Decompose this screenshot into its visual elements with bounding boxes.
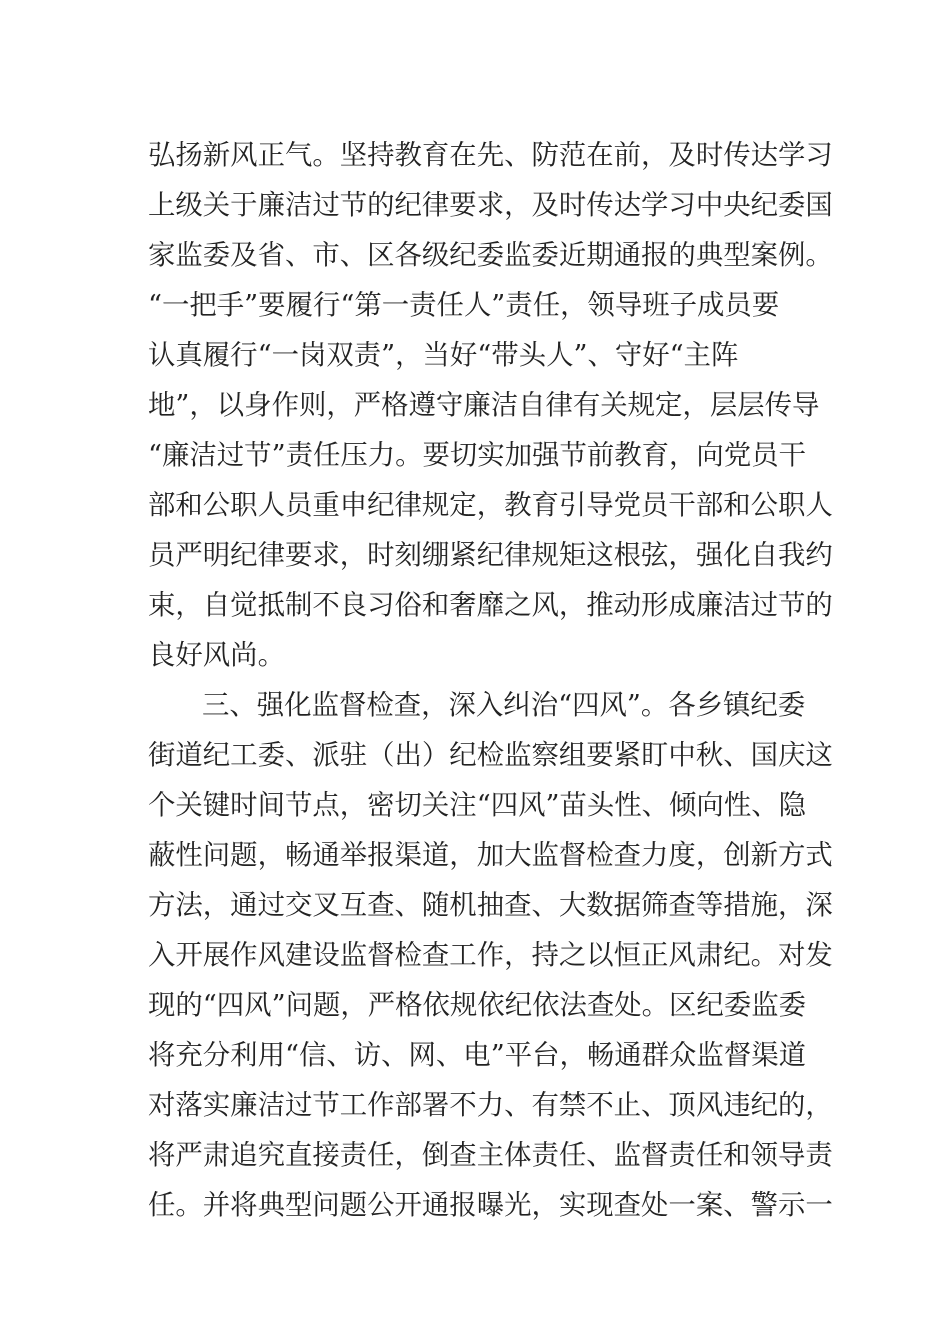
text-line: 良好风尚。 bbox=[148, 640, 285, 671]
text-line: 地”，以身作则，严格遵守廉洁自律有关规定，层层传导 bbox=[148, 390, 820, 421]
text-line: 员严明纪律要求，时刻绷紧纪律规矩这根弦，强化自我约 bbox=[148, 540, 833, 571]
text-line: 个关键时间节点，密切关注“四风”苗头性、倾向性、隐 bbox=[148, 790, 806, 821]
text-line: 任。并将典型问题公开通报曝光，实现查处一案、警示一 bbox=[148, 1190, 833, 1221]
text-line: 家监委及省、市、区各级纪委监委近期通报的典型案例。 bbox=[148, 240, 833, 271]
text-line: 街道纪工委、派驻（出）纪检监察组要紧盯中秋、国庆这 bbox=[148, 740, 833, 771]
text-line: 蔽性问题，畅通举报渠道，加大监督检查力度，创新方式 bbox=[148, 840, 833, 871]
text-line: 部和公职人员重申纪律规定，教育引导党员干部和公职人 bbox=[148, 490, 833, 521]
section-heading-line: 三、强化监督检查，深入纠治“四风”。各乡镇纪委 bbox=[202, 690, 806, 721]
text-line: 弘扬新风正气。坚持教育在先、防范在前，及时传达学习 bbox=[148, 140, 833, 171]
text-line: “廉洁过节”责任压力。要切实加强节前教育，向党员干 bbox=[148, 440, 806, 471]
text-line: 认真履行“一岗双责”，当好“带头人”、守好“主阵 bbox=[148, 340, 739, 371]
text-line: 方法，通过交叉互查、随机抽查、大数据筛查等措施，深 bbox=[148, 890, 833, 921]
text-line: 入开展作风建设监督检查工作，持之以恒正风肃纪。对发 bbox=[148, 940, 833, 971]
text-line: 上级关于廉洁过节的纪律要求，及时传达学习中央纪委国 bbox=[148, 190, 833, 221]
text-line: 将严肃追究直接责任，倒查主体责任、监督责任和领导责 bbox=[148, 1140, 833, 1171]
text-line: 现的“四风”问题，严格依规依纪依法查处。区纪委监委 bbox=[148, 990, 806, 1021]
text-line: 将充分利用“信、访、网、电”平台，畅通群众监督渠道 bbox=[148, 1040, 806, 1071]
text-line: “一把手”要履行“第一责任人”责任，领导班子成员要 bbox=[148, 290, 780, 321]
text-line: 对落实廉洁过节工作部署不力、有禁不止、顶风违纪的， bbox=[148, 1090, 833, 1121]
text-line: 束，自觉抵制不良习俗和奢靡之风，推动形成廉洁过节的 bbox=[148, 590, 833, 621]
